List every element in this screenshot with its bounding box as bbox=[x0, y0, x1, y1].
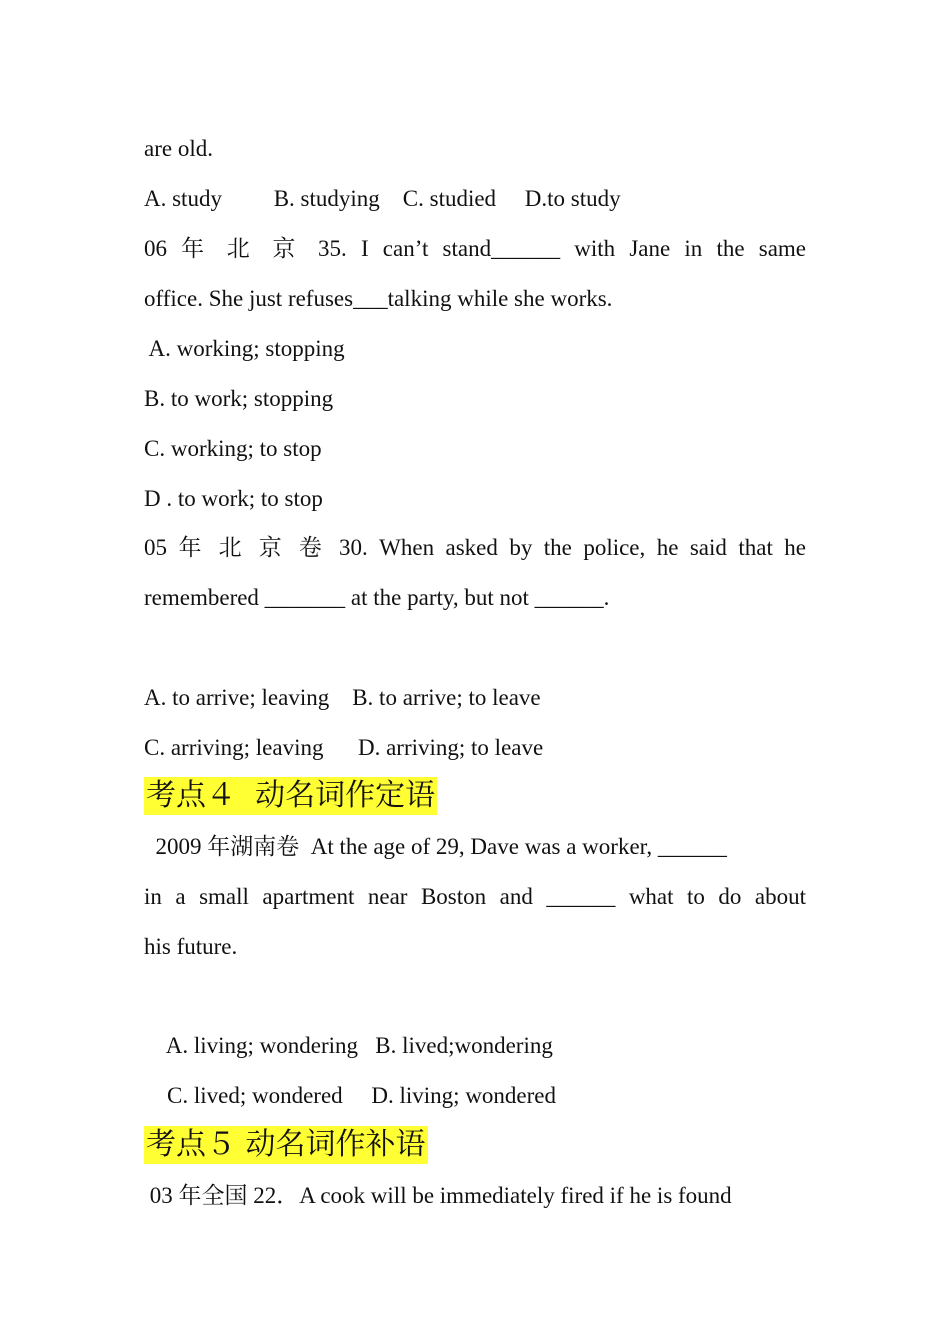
answer-option-a: A. working; stopping bbox=[144, 336, 345, 361]
section-heading: 考点４ 动名词作定语 bbox=[146, 778, 436, 813]
question-line: 05 年 北 京 卷 30. When asked by the police, he said that he bbox=[144, 535, 806, 560]
answer-options: A. to arrive; leaving B. to arrive; to leave bbox=[144, 685, 541, 710]
answer-option-d: D . to work; to stop bbox=[144, 486, 323, 511]
text-line: his future. bbox=[144, 934, 238, 959]
answer-options: A. living; wondering B. lived;wondering bbox=[144, 1033, 553, 1058]
question-line: 06 年 北 京 35. I can’t stand______ with Jane in the same bbox=[144, 236, 806, 261]
answer-options: C. arriving; leaving D. arriving; to leave bbox=[144, 735, 544, 760]
text-line: in a small apartment near Boston and ______ what to do about bbox=[144, 884, 806, 909]
question-line: 03 年全国 22．A cook will be immediately fired if he is found bbox=[144, 1183, 732, 1208]
answer-options: A. study B. studying C. studied D.to study bbox=[144, 186, 621, 211]
answer-option-b: B. to work; stopping bbox=[144, 386, 334, 411]
section-heading: 考点５ 动名词作补语 bbox=[146, 1127, 426, 1162]
answer-options: C. lived; wondered D. living; wondered bbox=[144, 1083, 557, 1108]
question-line: 2009 年湖南卷 At the age of 29, Dave was a worker, ______ bbox=[144, 834, 727, 859]
text-line: remembered _______ at the party, but not ______. bbox=[144, 585, 610, 610]
text-line: are old. bbox=[144, 136, 213, 161]
answer-option-c: C. working; to stop bbox=[144, 436, 322, 461]
text-line: office. She just refuses___talking while she works. bbox=[144, 286, 613, 311]
